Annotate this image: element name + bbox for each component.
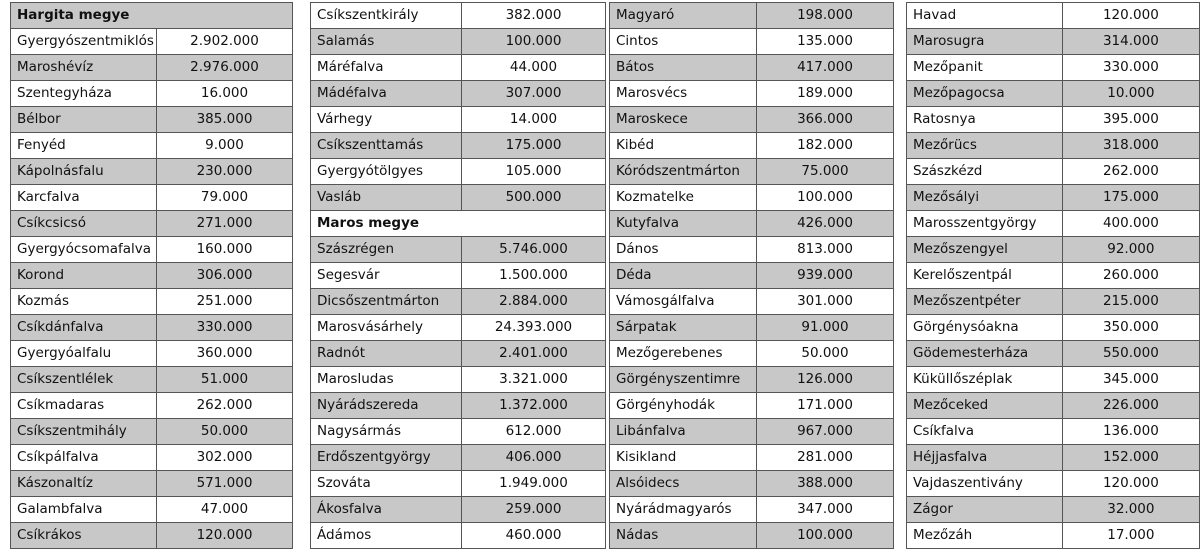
table-row <box>907 55 1200 81</box>
table-row <box>11 315 293 341</box>
table-row <box>311 367 606 393</box>
amount-value: 16.000 <box>157 81 293 107</box>
amount-value: 47.000 <box>157 497 293 523</box>
amount-value: 500.000 <box>462 185 606 211</box>
table-row <box>907 523 1200 549</box>
table-row <box>907 237 1200 263</box>
settlement-name: Marosvécs <box>610 81 757 107</box>
settlement-name: Marosvásárhely <box>311 315 462 341</box>
county-header-row <box>311 211 606 237</box>
amount-value: 44.000 <box>462 55 606 81</box>
table-row <box>610 341 894 367</box>
amount-value: 136.000 <box>1062 419 1199 445</box>
settlement-name: Marosszentgyörgy <box>907 211 1063 237</box>
table-row <box>11 107 293 133</box>
settlement-name: Görgényhodák <box>610 393 757 419</box>
settlement-name: Vajdaszentivány <box>907 471 1063 497</box>
table-row <box>907 133 1200 159</box>
settlement-name: Bélbor <box>11 107 157 133</box>
settlement-name: Gyergyótölgyes <box>311 159 462 185</box>
settlement-name: Mezőceked <box>907 393 1063 419</box>
table-row <box>610 393 894 419</box>
table-row <box>610 523 894 549</box>
amount-value: 175.000 <box>462 133 606 159</box>
table-row <box>610 211 894 237</box>
table-row <box>610 289 894 315</box>
settlement-name: Csíkpálfalva <box>11 445 157 471</box>
amount-value: 135.000 <box>757 29 894 55</box>
settlement-name: Mezőpagocsa <box>907 81 1063 107</box>
county-header: Maros megye <box>311 211 606 237</box>
table-row <box>311 315 606 341</box>
settlement-name: Ádámos <box>311 523 462 549</box>
settlement-name: Kerelőszentpál <box>907 263 1063 289</box>
table-row <box>907 341 1200 367</box>
amount-value: 612.000 <box>462 419 606 445</box>
amount-value: 395.000 <box>1062 107 1199 133</box>
amount-value: 160.000 <box>157 237 293 263</box>
table-row <box>907 3 1200 29</box>
settlement-name: Radnót <box>311 341 462 367</box>
table-row <box>11 185 293 211</box>
table-row <box>311 263 606 289</box>
settlement-name: Kisikland <box>610 445 757 471</box>
amount-value: 281.000 <box>757 445 894 471</box>
amount-value: 198.000 <box>757 3 894 29</box>
amount-value: 259.000 <box>462 497 606 523</box>
table-row <box>610 497 894 523</box>
table-body <box>907 3 1200 549</box>
settlement-name: Havad <box>907 3 1063 29</box>
settlement-name: Mezőzáh <box>907 523 1063 549</box>
amount-value: 120.000 <box>1062 3 1199 29</box>
table-row <box>11 133 293 159</box>
table-column-2 <box>310 2 606 549</box>
table-row <box>311 471 606 497</box>
amount-value: 307.000 <box>462 81 606 107</box>
table-row <box>907 289 1200 315</box>
settlement-name: Kibéd <box>610 133 757 159</box>
amount-value: 92.000 <box>1062 237 1199 263</box>
settlement-name: Kápolnásfalu <box>11 159 157 185</box>
table-row <box>311 185 606 211</box>
amount-value: 330.000 <box>157 315 293 341</box>
table-row <box>610 107 894 133</box>
amount-value: 189.000 <box>757 81 894 107</box>
amount-value: 3.321.000 <box>462 367 606 393</box>
settlement-name: Erdőszentgyörgy <box>311 445 462 471</box>
amount-value: 215.000 <box>1062 289 1199 315</box>
table-row <box>11 393 293 419</box>
table-row <box>907 263 1200 289</box>
settlement-name: Csíkfalva <box>907 419 1063 445</box>
settlement-name: Szászrégen <box>311 237 462 263</box>
table-row <box>610 29 894 55</box>
settlement-name: Korond <box>11 263 157 289</box>
amount-value: 302.000 <box>157 445 293 471</box>
amount-value: 406.000 <box>462 445 606 471</box>
settlement-name: Marosludas <box>311 367 462 393</box>
settlement-name: Csíkdánfalva <box>11 315 157 341</box>
settlement-name: Mádéfalva <box>311 81 462 107</box>
table-row <box>311 159 606 185</box>
settlement-name: Salamás <box>311 29 462 55</box>
table-row <box>610 263 894 289</box>
amount-value: 100.000 <box>757 185 894 211</box>
table-row <box>311 29 606 55</box>
settlement-name: Mezőpanit <box>907 55 1063 81</box>
table-body <box>11 3 293 549</box>
table-row <box>907 211 1200 237</box>
settlement-name: Nagysármás <box>311 419 462 445</box>
settlement-name: Csíkszentmihály <box>11 419 157 445</box>
amount-value: 306.000 <box>157 263 293 289</box>
settlement-name: Déda <box>610 263 757 289</box>
amount-value: 14.000 <box>462 107 606 133</box>
table-row <box>610 81 894 107</box>
table-row <box>11 341 293 367</box>
settlement-name: Szentegyháza <box>11 81 157 107</box>
settlement-name: Maroskece <box>610 107 757 133</box>
table-row <box>311 497 606 523</box>
table-row <box>610 3 894 29</box>
table-row <box>311 289 606 315</box>
amount-value: 388.000 <box>757 471 894 497</box>
amount-value: 1.500.000 <box>462 263 606 289</box>
amount-value: 360.000 <box>157 341 293 367</box>
settlement-name: Mezősályi <box>907 185 1063 211</box>
settlement-name: Héjjasfalva <box>907 445 1063 471</box>
settlement-name: Csíkszentlélek <box>11 367 157 393</box>
settlement-name: Mezőrücs <box>907 133 1063 159</box>
settlement-name: Nádas <box>610 523 757 549</box>
settlement-name: Görgényszentimre <box>610 367 757 393</box>
amount-value: 50.000 <box>757 341 894 367</box>
settlement-name: Mezőgerebenes <box>610 341 757 367</box>
settlement-name: Vámosgálfalva <box>610 289 757 315</box>
amount-value: 182.000 <box>757 133 894 159</box>
amount-value: 939.000 <box>757 263 894 289</box>
amount-value: 385.000 <box>157 107 293 133</box>
settlement-name: Máréfalva <box>311 55 462 81</box>
settlement-name: Nyárádszereda <box>311 393 462 419</box>
table-row <box>610 419 894 445</box>
settlement-name: Alsóidecs <box>610 471 757 497</box>
table-row <box>610 315 894 341</box>
amount-value: 347.000 <box>757 497 894 523</box>
table-row <box>11 445 293 471</box>
table-row <box>311 419 606 445</box>
table-row <box>311 445 606 471</box>
settlement-name: Kozmatelke <box>610 185 757 211</box>
settlement-name: Gyergyóalfalu <box>11 341 157 367</box>
table-row <box>311 133 606 159</box>
settlement-name: Libánfalva <box>610 419 757 445</box>
settlement-name: Gyergyószentmiklós <box>11 29 157 55</box>
amount-value: 460.000 <box>462 523 606 549</box>
settlement-name: Küküllőszéplak <box>907 367 1063 393</box>
amount-value: 120.000 <box>1062 471 1199 497</box>
settlement-name: Karcfalva <box>11 185 157 211</box>
table-row <box>11 471 293 497</box>
settlement-name: Galambfalva <box>11 497 157 523</box>
settlement-name: Gödemesterháza <box>907 341 1063 367</box>
table-row <box>11 419 293 445</box>
amount-value: 17.000 <box>1062 523 1199 549</box>
amount-value: 400.000 <box>1062 211 1199 237</box>
settlement-name: Csíkszentkirály <box>311 3 462 29</box>
table-row <box>907 159 1200 185</box>
amount-value: 260.000 <box>1062 263 1199 289</box>
table-row <box>907 367 1200 393</box>
settlement-name: Sárpatak <box>610 315 757 341</box>
amount-value: 100.000 <box>757 523 894 549</box>
amount-value: 9.000 <box>157 133 293 159</box>
amount-value: 1.949.000 <box>462 471 606 497</box>
settlement-name: Marosugra <box>907 29 1063 55</box>
amount-value: 230.000 <box>157 159 293 185</box>
settlement-name: Fenyéd <box>11 133 157 159</box>
amount-value: 100.000 <box>462 29 606 55</box>
settlement-name: Mezőszentpéter <box>907 289 1063 315</box>
settlement-name: Várhegy <box>311 107 462 133</box>
table-row <box>907 497 1200 523</box>
table-row <box>311 3 606 29</box>
table-row <box>311 107 606 133</box>
amount-value: 79.000 <box>157 185 293 211</box>
amount-value: 120.000 <box>157 523 293 549</box>
settlement-name: Csíkcsicsó <box>11 211 157 237</box>
settlement-name: Magyaró <box>610 3 757 29</box>
table-row <box>11 29 293 55</box>
table-column-3 <box>609 2 894 549</box>
table-row <box>311 81 606 107</box>
settlement-name: Cintos <box>610 29 757 55</box>
amount-value: 330.000 <box>1062 55 1199 81</box>
settlement-name: Kozmás <box>11 289 157 315</box>
amount-value: 318.000 <box>1062 133 1199 159</box>
settlement-name: Szováta <box>311 471 462 497</box>
table-row <box>11 55 293 81</box>
amount-value: 5.746.000 <box>462 237 606 263</box>
table-body <box>610 3 894 549</box>
amount-value: 50.000 <box>157 419 293 445</box>
amount-value: 10.000 <box>1062 81 1199 107</box>
table-row <box>907 419 1200 445</box>
settlement-name: Segesvár <box>311 263 462 289</box>
county-header-row <box>11 3 293 29</box>
settlement-name: Bátos <box>610 55 757 81</box>
settlement-name: Csíkszenttamás <box>311 133 462 159</box>
table-row <box>311 55 606 81</box>
amount-value: 967.000 <box>757 419 894 445</box>
settlement-name: Nyárádmagyarós <box>610 497 757 523</box>
table-column-4 <box>906 2 1200 549</box>
amount-value: 813.000 <box>757 237 894 263</box>
amount-value: 226.000 <box>1062 393 1199 419</box>
table-row <box>311 523 606 549</box>
settlement-name: Vasláb <box>311 185 462 211</box>
table-row <box>610 133 894 159</box>
amount-value: 314.000 <box>1062 29 1199 55</box>
amount-value: 262.000 <box>157 393 293 419</box>
amount-value: 417.000 <box>757 55 894 81</box>
settlement-name: Szászkézd <box>907 159 1063 185</box>
table-row <box>11 523 293 549</box>
settlement-name: Ákosfalva <box>311 497 462 523</box>
table-row <box>610 367 894 393</box>
table-row <box>610 55 894 81</box>
table-row <box>610 159 894 185</box>
amount-value: 105.000 <box>462 159 606 185</box>
table-row <box>610 185 894 211</box>
amount-value: 152.000 <box>1062 445 1199 471</box>
amount-value: 251.000 <box>157 289 293 315</box>
amount-value: 75.000 <box>757 159 894 185</box>
settlement-name: Görgénysóakna <box>907 315 1063 341</box>
amount-value: 24.393.000 <box>462 315 606 341</box>
amount-value: 2.401.000 <box>462 341 606 367</box>
table-row <box>11 497 293 523</box>
settlement-name: Csíkrákos <box>11 523 157 549</box>
settlement-name: Ratosnya <box>907 107 1063 133</box>
table-body <box>311 3 606 549</box>
amount-value: 382.000 <box>462 3 606 29</box>
table-row <box>907 185 1200 211</box>
table-row <box>907 445 1200 471</box>
amount-value: 366.000 <box>757 107 894 133</box>
table-row <box>907 107 1200 133</box>
settlement-name: Kutyfalva <box>610 211 757 237</box>
amount-value: 550.000 <box>1062 341 1199 367</box>
table-row <box>11 289 293 315</box>
amount-value: 271.000 <box>157 211 293 237</box>
settlement-name: Mezőszengyel <box>907 237 1063 263</box>
table-row <box>311 237 606 263</box>
amount-value: 91.000 <box>757 315 894 341</box>
table-row <box>610 471 894 497</box>
amount-value: 571.000 <box>157 471 293 497</box>
table-row <box>907 315 1200 341</box>
settlement-name: Csíkmadaras <box>11 393 157 419</box>
table-row <box>11 81 293 107</box>
amount-value: 2.902.000 <box>157 29 293 55</box>
amount-value: 262.000 <box>1062 159 1199 185</box>
table-row <box>11 237 293 263</box>
settlement-name: Kóródszentmárton <box>610 159 757 185</box>
amount-value: 175.000 <box>1062 185 1199 211</box>
amount-value: 171.000 <box>757 393 894 419</box>
county-header: Hargita megye <box>11 3 293 29</box>
amount-value: 1.372.000 <box>462 393 606 419</box>
table-column-1 <box>10 2 293 549</box>
table-row <box>610 445 894 471</box>
settlement-name: Dános <box>610 237 757 263</box>
settlement-name: Kászonaltíz <box>11 471 157 497</box>
amount-value: 426.000 <box>757 211 894 237</box>
table-row <box>907 29 1200 55</box>
settlement-name: Dicsőszentmárton <box>311 289 462 315</box>
amount-value: 51.000 <box>157 367 293 393</box>
table-row <box>11 263 293 289</box>
settlement-name: Maroshévíz <box>11 55 157 81</box>
amount-value: 126.000 <box>757 367 894 393</box>
amount-value: 2.976.000 <box>157 55 293 81</box>
amount-value: 345.000 <box>1062 367 1199 393</box>
table-row <box>11 367 293 393</box>
table-row <box>11 211 293 237</box>
amount-value: 301.000 <box>757 289 894 315</box>
amount-value: 350.000 <box>1062 315 1199 341</box>
table-row <box>311 341 606 367</box>
settlement-name: Gyergyócsomafalva <box>11 237 157 263</box>
table-row <box>907 393 1200 419</box>
amount-value: 2.884.000 <box>462 289 606 315</box>
amount-value: 32.000 <box>1062 497 1199 523</box>
table-row <box>610 237 894 263</box>
table-row <box>907 471 1200 497</box>
table-row <box>907 81 1200 107</box>
table-row <box>11 159 293 185</box>
settlement-name: Zágor <box>907 497 1063 523</box>
table-row <box>311 393 606 419</box>
